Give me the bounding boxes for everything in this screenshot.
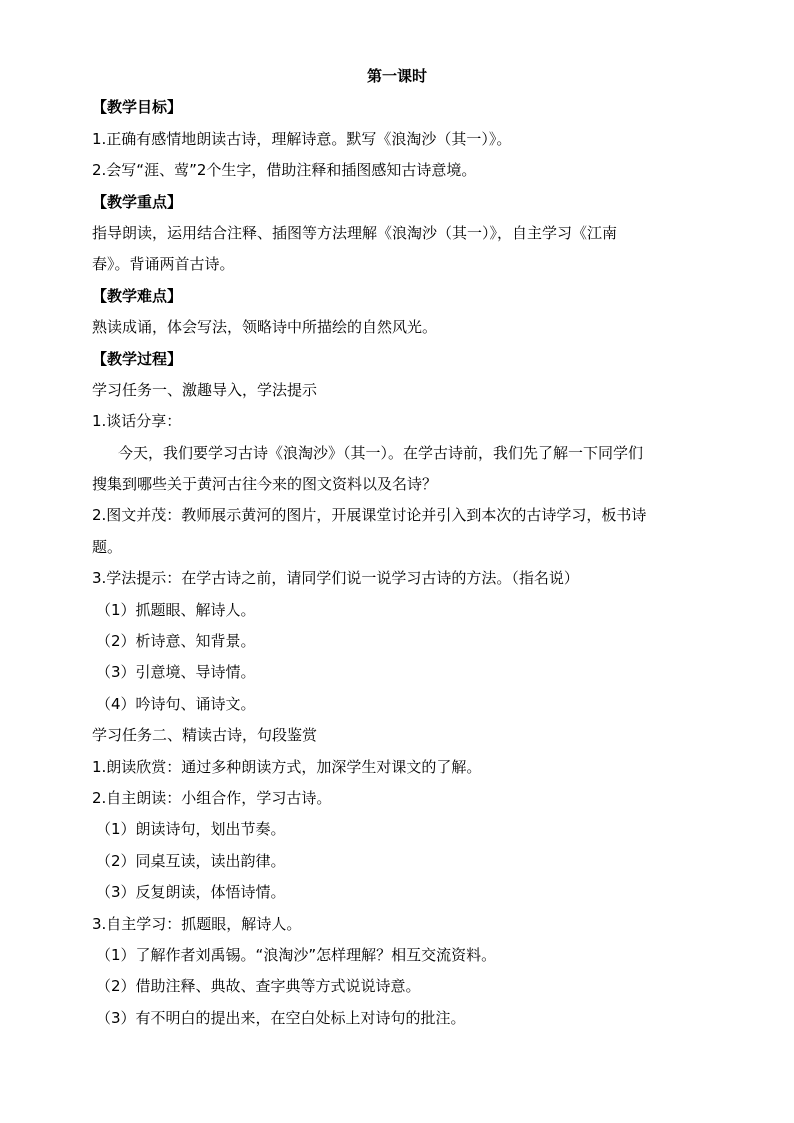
process-heading: 【教学过程】 — [92, 349, 183, 368]
lesson-title: 第一课时 — [366, 67, 427, 85]
document-page — [92, 61, 702, 1034]
goal-item: 2.会写“涯、莺”2个生字，借助注释和插图感知古诗意境。 — [92, 161, 477, 180]
reading-item: （2）同桌互读，读出韵律。 — [96, 851, 286, 870]
goal-heading: 【教学目标】 — [92, 98, 183, 117]
difficult-heading: 【教学难点】 — [92, 286, 183, 305]
method-item: （2）析诗意、知背景。 — [96, 632, 256, 651]
task1-step3: 3.学法提示：在学古诗之前，请同学们说一说学习古诗的方法。（指名说） — [92, 569, 579, 588]
reading-item: （3）反复朗读，体悟诗情。 — [96, 883, 286, 902]
task2-step2: 2.自主朗读：小组合作，学习古诗。 — [92, 788, 332, 807]
study-item: （1）了解作者刘禹锡。“浪淘沙”怎样理解？相互交流资料。 — [96, 945, 497, 964]
task2-title: 学习任务二、精读古诗，句段鉴赏 — [92, 726, 318, 745]
method-item: （1）抓题眼、解诗人。 — [96, 600, 256, 619]
goal-item: 1.正确有感情地朗读古诗，理解诗意。默写《浪淘沙（其一）》。 — [92, 129, 512, 148]
task1-step2-continued: 题。 — [92, 537, 123, 556]
method-item: （3）引意境、导诗情。 — [96, 663, 256, 682]
task1-paragraph-line: 搜集到哪些关于黄河古往今来的图文资料以及名诗？ — [92, 475, 438, 494]
task1-paragraph-line: 今天，我们要学习古诗《浪淘沙》（其一）。在学古诗前，我们先了解一下同学们 — [118, 443, 644, 462]
key-text-line: 指导朗读，运用结合注释、插图等方法理解《浪淘沙（其一）》，自主学习《江南 — [92, 223, 618, 242]
reading-item: （1）朗读诗句，划出节奏。 — [96, 820, 286, 839]
key-heading: 【教学重点】 — [92, 192, 183, 211]
study-item: （2）借助注释、典故、查字典等方式说说诗意。 — [96, 977, 421, 996]
task2-step3: 3.自主学习：抓题眼，解诗人。 — [92, 914, 302, 933]
task2-step1: 1.朗读欣赏：通过多种朗读方式，加深学生对课文的了解。 — [92, 757, 482, 776]
study-item: （3）有不明白的提出来，在空白处标上对诗句的批注。 — [96, 1008, 466, 1027]
method-item: （4）吟诗句、诵诗文。 — [96, 694, 256, 713]
task1-step2: 2.图文并茂：教师展示黄河的图片，开展课堂讨论并引入到本次的古诗学习，板书诗 — [92, 506, 647, 525]
task1-title: 学习任务一、激趣导入，学法提示 — [92, 380, 318, 399]
key-text-line: 春》。背诵两首古诗。 — [92, 255, 235, 274]
difficult-text: 熟读成诵，体会写法，领略诗中所描绘的自然风光。 — [92, 318, 438, 337]
task1-step1: 1.谈话分享： — [92, 412, 182, 431]
